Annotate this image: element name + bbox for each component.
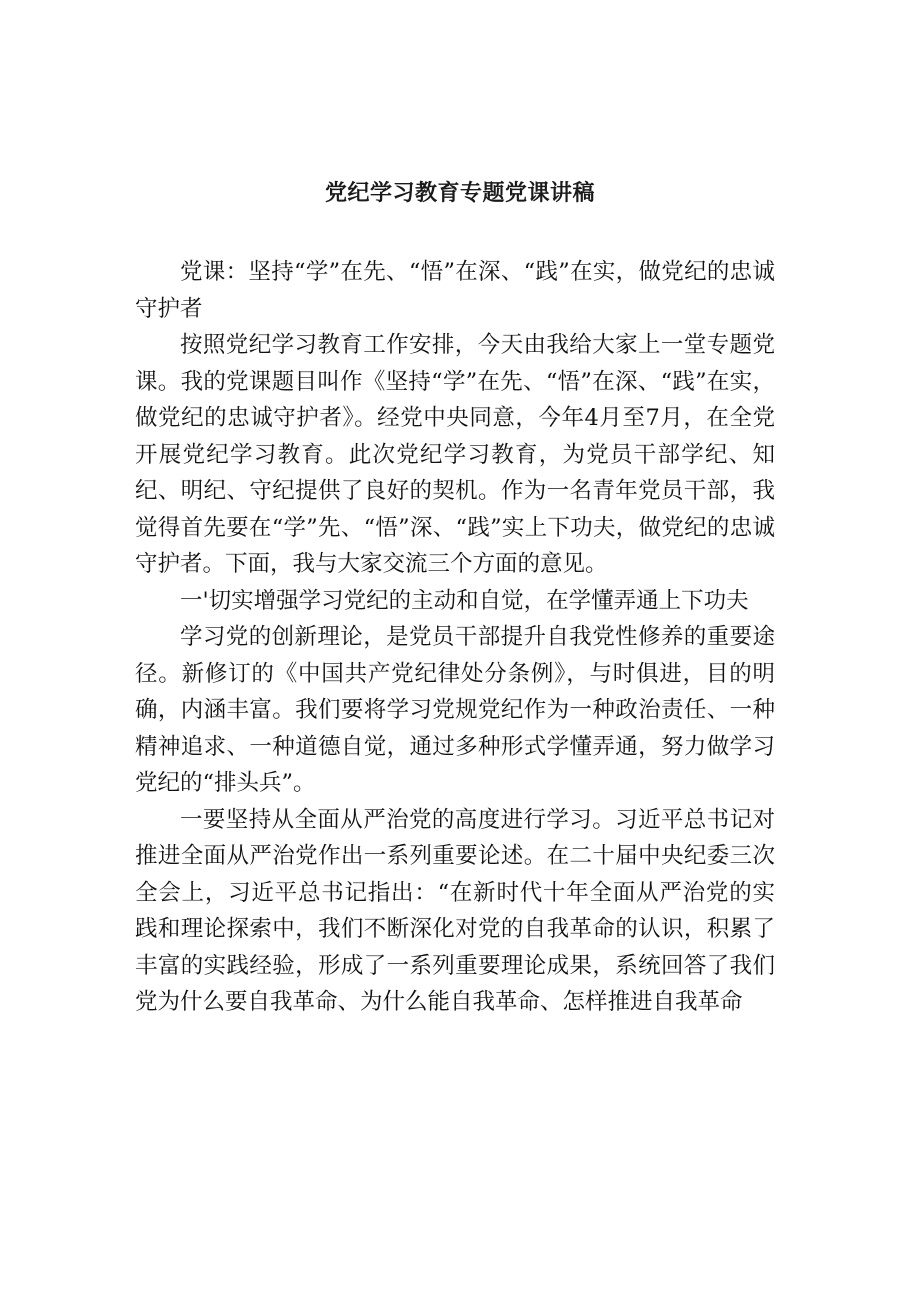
section-heading-one: 一'切实增强学习党纪的主动和自觉，在学懂弄通上下功夫 — [180, 587, 749, 614]
intro-paragraph: 按照党纪学习教育工作安排，今天由我给大家上一堂专题党课。我的党课题目叫作《坚持“学”在先、“悟”在深、“践”在实，做党纪的忠诚守护者》。经党中央同意，今年4月至7月，在全党开展党纪学习教育。此次党纪学习教育，为党员干部学纪、知纪、明纪、守纪提供了良好的契机。作为一名青年党员干部，我觉得首先要在“学”先、“悟”深、“践”实上下功夫，做党纪的忠诚守护者。下面，我与大家交流三个方面的意见。 — [135, 332, 775, 577]
document-title: 党纪学习教育专题党课讲稿 — [324, 181, 595, 206]
lecture-subtitle-paragraph: 党课：坚持“学”在先、“悟”在深、“践”在实，做党纪的忠诚守护者 — [135, 259, 775, 322]
section-one-paragraph: 学习党的创新理论，是党员干部提升自我党性修养的重要途径。新修订的《中国共产党纪律处分条例》，与时俱进，目的明确，内涵丰富。我们要将学习党规党纪作为一种政治责任、一种精神追求、一种道德自觉，通过多种形式学懂弄通，努力做学习党纪的“排头兵”。 — [135, 624, 775, 796]
document-body — [135, 254, 775, 1021]
point-one-paragraph: 一要坚持从全面从严治党的高度进行学习。习近平总书记对推进全面从严治党作出一系列重要论述。在二十届中央纪委三次全会上，习近平总书记指出：“在新时代十年全面从严治党的实践和理论探索中，我们不断深化对党的自我革命的认识，积累了丰富的实践经验，形成了一系列重要理论成果，系统回答了我们党为什么要自我革命、为什么能自我革命、怎样推进自我革命 — [135, 806, 775, 1015]
